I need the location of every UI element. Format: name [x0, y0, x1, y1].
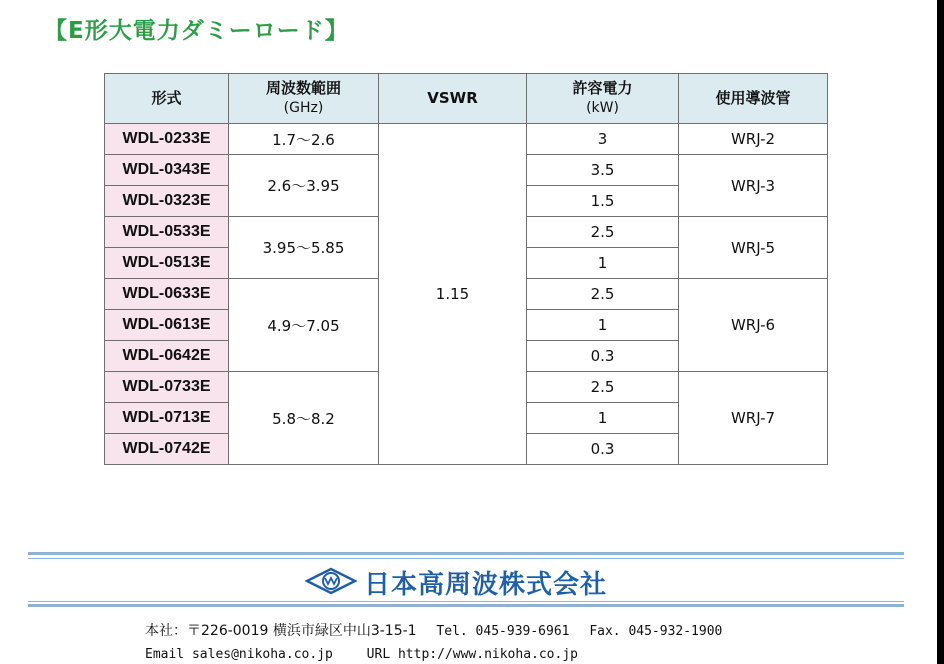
footer-rule-top	[28, 552, 904, 555]
tel-text: Tel. 045-939-6961	[436, 624, 570, 639]
power-cell: 2.5	[527, 279, 679, 310]
model-cell: WDL-0233E	[105, 124, 229, 155]
page-right-edge	[937, 0, 944, 664]
address-text: 〒226-0019 横浜市緑区中山3-15-1	[187, 623, 417, 639]
waveguide-cell: WRJ-6	[679, 279, 828, 372]
waveguide-cell: WRJ-2	[679, 124, 828, 155]
table-row	[105, 124, 828, 155]
model-cell: WDL-0613E	[105, 310, 229, 341]
power-cell: 1	[527, 310, 679, 341]
url-text: URL http://www.nikoha.co.jp	[366, 647, 578, 662]
address-label: 本社：	[145, 623, 187, 639]
footer-rule-bottom	[28, 604, 904, 607]
freq-cell: 3.95～5.85	[229, 217, 379, 279]
power-cell: 0.3	[527, 341, 679, 372]
header-model: 形式	[105, 74, 229, 124]
header-frequency	[229, 74, 379, 124]
header-power-unit: (kW)	[586, 100, 619, 116]
company-name: 日本高周波株式会社	[364, 570, 608, 600]
model-cell: WDL-0742E	[105, 434, 229, 465]
waveguide-cell: WRJ-5	[679, 217, 828, 279]
header-power-label: 許容電力	[572, 79, 633, 97]
contact-line-1	[145, 620, 722, 640]
power-cell: 2.5	[527, 217, 679, 248]
contact-line-2	[145, 647, 578, 662]
power-cell: 0.3	[527, 434, 679, 465]
model-cell: WDL-0713E	[105, 403, 229, 434]
model-cell: WDL-0513E	[105, 248, 229, 279]
email-text: Email sales@nikoha.co.jp	[145, 647, 333, 662]
spec-table	[104, 73, 828, 465]
header-vswr: VSWR	[379, 74, 527, 124]
header-frequency-unit: (GHz)	[283, 100, 324, 116]
model-cell: WDL-0533E	[105, 217, 229, 248]
power-cell: 1	[527, 248, 679, 279]
header-frequency-label: 周波数範囲	[265, 79, 341, 97]
vswr-cell: 1.15	[379, 124, 527, 465]
waveguide-cell: WRJ-7	[679, 372, 828, 465]
freq-cell: 2.6～3.95	[229, 155, 379, 217]
power-cell: 1.5	[527, 186, 679, 217]
model-cell: WDL-0343E	[105, 155, 229, 186]
power-cell: 3	[527, 124, 679, 155]
page-title: 【E形大電力ダミーロード】	[44, 18, 349, 44]
model-cell: WDL-0323E	[105, 186, 229, 217]
power-cell: 3.5	[527, 155, 679, 186]
footer-rule-bottom-thin	[28, 601, 904, 602]
company-logo-icon	[305, 567, 357, 595]
footer-rule-top-thin	[28, 558, 904, 559]
header-waveguide: 使用導波管	[679, 74, 828, 124]
power-cell: 1	[527, 403, 679, 434]
model-cell: WDL-0733E	[105, 372, 229, 403]
freq-cell: 4.9～7.05	[229, 279, 379, 372]
header-power	[527, 74, 679, 124]
waveguide-cell: WRJ-3	[679, 155, 828, 217]
model-cell: WDL-0642E	[105, 341, 229, 372]
power-cell: 2.5	[527, 372, 679, 403]
model-cell: WDL-0633E	[105, 279, 229, 310]
freq-cell: 5.8～8.2	[229, 372, 379, 465]
fax-text: Fax. 045-932-1900	[589, 624, 723, 639]
freq-cell: 1.7～2.6	[229, 124, 379, 155]
table-header-row	[105, 74, 828, 124]
